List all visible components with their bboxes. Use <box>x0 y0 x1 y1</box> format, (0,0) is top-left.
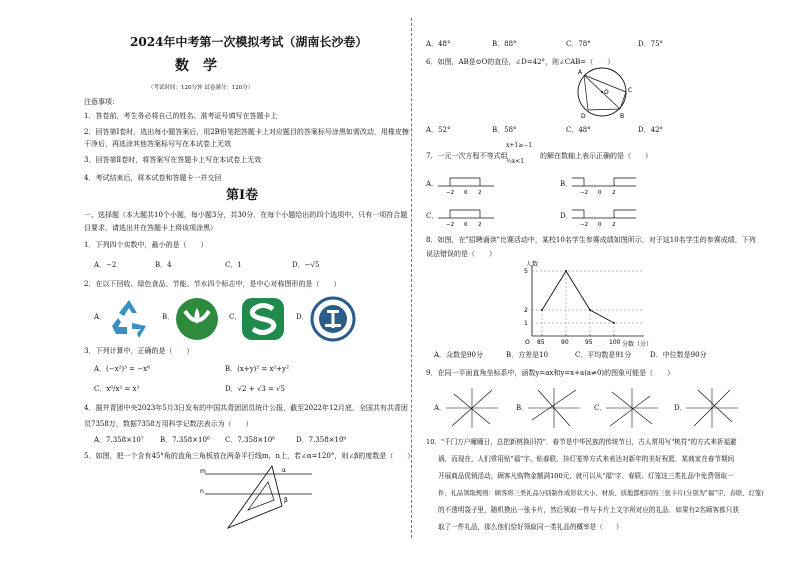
q8-option-d: D．中位数是90分 <box>650 351 707 359</box>
q5-stem: 5．如图，把一个含有45°角的直角三角板放在两条平行线m，n上，若∠α=120°，则∠β的度数是（ ） <box>84 452 415 460</box>
x-axis-label: 分数（分） <box>622 341 652 348</box>
q4-option-a: A．7.358×10⁷ <box>94 436 144 444</box>
series-line <box>542 271 614 323</box>
q7-option-d: D． <box>560 212 573 220</box>
q6-option-b: B．58° <box>492 126 517 134</box>
tick-label: −2 <box>446 190 455 196</box>
origin-label: O <box>525 339 530 346</box>
q9-option-c: C． <box>594 404 607 412</box>
q10-line: 祸，而现在，人们常用贴"福"字、贴春联、挂灯笼等方式来表达对新年的美好祝愿．某商家在春节期间 <box>438 455 735 463</box>
q7-numberline-b <box>570 172 640 196</box>
q4-stem: 4．据井青团中央2023年5月3日发布的中国共青团团员统计公报，截至2022年12月底，全国共有共青团 <box>84 404 408 412</box>
x-tick-label: 100 <box>609 339 621 346</box>
q6-option-c: C．48° <box>566 126 591 134</box>
notes-heading: 注意事项： <box>84 98 119 106</box>
q7-numberline-d <box>570 204 640 228</box>
q5-label-n: n <box>200 488 204 495</box>
q8-option-b: B．方差是10 <box>506 351 549 359</box>
subject-title: 数学 <box>175 58 231 74</box>
q6-label-c: C <box>628 87 633 94</box>
tick-label: 0 <box>464 190 468 196</box>
q8-option-a: A．众数是90分 <box>434 351 483 359</box>
q1-option-a: A．−2 <box>94 261 117 269</box>
q2-option-c: C． <box>229 313 242 321</box>
tick-label: 2 <box>478 222 482 228</box>
q6-label-o: O <box>604 89 609 96</box>
tick-label: 2 <box>478 190 482 196</box>
q6-option-d: D．42° <box>638 126 664 134</box>
note-item: 干净后，再选涂其他答案标号写在本试卷上无效 <box>84 140 231 148</box>
q5-option-a: A．48° <box>426 40 451 48</box>
q10-line: 件，礼品领取规则：顾客将三类礼品分别制作成形状大小、材质、质地都相同的三张卡片(分别为"福"字、春联、灯笼) <box>438 490 764 497</box>
q7-option-a: A． <box>426 180 439 188</box>
note-item: 4．考试结束后，将本试卷和答题卡一并交回 <box>84 174 222 182</box>
x-tick-label: 95 <box>585 339 593 346</box>
q7-option-c: C． <box>426 212 439 220</box>
y-tick-label: 5 <box>524 268 528 275</box>
q1-stem: 1．下列四个实数中，最小的是（ ） <box>84 241 208 249</box>
q6-figure <box>562 62 642 122</box>
note-item: 2．回答第Ⅰ卷时，选出每小题答案后，用2B铅笔把答题卡上对应题目的答案标号涂黑如需改动，用橡皮擦 <box>84 128 409 136</box>
tick-label: 2 <box>612 190 616 196</box>
q8-stem: 说法错误的是（ ） <box>426 250 496 258</box>
x-tick-label: 85 <box>537 339 545 346</box>
q4-option-c: C．7.358×10⁸ <box>225 436 275 444</box>
y-tick-label: 2 <box>524 307 528 314</box>
q5-option-c: C．78° <box>566 40 591 48</box>
q5-option-b: B．88° <box>492 40 517 48</box>
q9-graph-a <box>444 386 500 430</box>
q7-option-b: B． <box>560 180 573 188</box>
tick-label: 0 <box>598 190 602 196</box>
q2-option-b: B． <box>162 313 175 321</box>
q7-stem: 7．一元一次方程不等式组 <box>426 152 508 160</box>
q2-option-a: A． <box>94 313 107 321</box>
q9-graph-c <box>604 386 660 430</box>
q3-option-b: B．(x+y)² = x²+y² <box>225 365 289 373</box>
note-item: 1．答卷前，考生务必将自己的姓名、准考证号填写在答题卡上 <box>84 112 278 120</box>
section-intro: 一、选择题（本大题共10个小题，每小题3分，共30分．在每个小题给出的四个选项中，只有一项符合题 <box>84 211 408 219</box>
q3-stem: 3．下列计算中，正确的是（ ） <box>84 347 194 355</box>
q9-option-b: B． <box>516 404 529 412</box>
q6-label-a: A <box>578 69 583 76</box>
x-tick-label: 90 <box>561 339 569 346</box>
q1-option-b: B．4 <box>155 261 172 269</box>
tick-label: −2 <box>580 190 589 196</box>
energy-saving-logo <box>240 296 286 342</box>
q5-option-d: D．75° <box>638 40 664 48</box>
q3-option-d: D．√2 + √3 = √5 <box>225 385 285 393</box>
q1-option-d: D．−√5 <box>292 261 320 269</box>
q4-option-d: D．7.358×10⁹ <box>296 436 347 444</box>
q5-label-beta: β <box>284 497 288 504</box>
tick-label: −2 <box>446 222 455 228</box>
q10-line: 的不透明袋子里，随机摸出一张卡片，然后领取一件与卡片上文字所对应的礼品．如果有2名顾客都只获 <box>438 506 739 514</box>
q7-numberline-c <box>436 204 496 228</box>
green-food-logo <box>174 296 220 342</box>
water-saving-logo <box>310 296 356 342</box>
q8-stem: 8．如图，在"招聘诵读"比赛活动中，某校10名学生参赛成绩如图所示，对于这10名学生的参赛成绩，下列 <box>426 236 756 244</box>
right-column <box>412 0 794 562</box>
section-heading: 第Ⅰ卷 <box>226 188 259 203</box>
q6-label-b: B <box>620 113 625 120</box>
q2-stem: 2．在以下回收、绿色食品、节能、节水四个标志中，是中心对称图形的是（ ） <box>84 280 341 288</box>
q8-option-c: C．平均数是91分 <box>575 351 632 359</box>
q2-option-d: D． <box>296 313 309 321</box>
section-intro: 目要求，请选出并在答题卡上将该项涂黑） <box>84 224 217 232</box>
q10-line: 取了一件礼品，那么他们恰好领取同一类礼品的概率是（ ） <box>438 523 623 531</box>
q7-system-line: x+1≥−1 <box>506 142 533 149</box>
y-tick-label: 1 <box>524 320 528 327</box>
q5-figure <box>200 462 320 532</box>
tick-label: −2 <box>580 222 589 228</box>
q5-label-alpha: α <box>282 467 286 474</box>
tick-label: 0 <box>598 222 602 228</box>
y-axis-label: 人数 <box>526 261 539 268</box>
q9-graph-b <box>526 386 582 430</box>
q9-option-a: A． <box>434 404 447 412</box>
tick-label: 0 <box>464 222 468 228</box>
q8-line-chart <box>512 260 652 350</box>
q9-stem: 9．在同一平面直角坐标系中，函数y=ax和y=x+a(a≠0)的图象可能是（ ） <box>426 369 675 377</box>
note-item: 3．回答第Ⅱ卷时，将答案写在答题卡上写在本试卷上无效 <box>84 156 262 164</box>
tick-label: 2 <box>612 222 616 228</box>
q1-option-c: C．1 <box>225 261 242 269</box>
q6-label-d: D <box>581 113 586 120</box>
q6-option-a: A．52° <box>426 126 451 134</box>
q9-option-d: D． <box>674 404 687 412</box>
q7-numberline-a <box>436 172 496 196</box>
q10-line: 开展商品促销活动，顾客凡购物金额满100元，就可以从"福"字、春联、灯笼这三类礼品中免费领取一 <box>438 472 734 480</box>
exam-meta: （考试时间：120分钟 试卷满分：120分） <box>148 85 254 91</box>
q6-stem: 6．如图，AB是⊙O的直径，∠D=42°，则∠CAB=（ ） <box>426 58 615 66</box>
q3-option-a: A．(−x²)³ = −x⁶ <box>94 365 150 373</box>
q4-stem: 员7358万，数据7358万用科学记数法表示为（ ） <box>84 420 253 428</box>
recycle-logo <box>106 296 152 342</box>
q7-stem: 的解在数轴上表示正确的是（ ） <box>540 152 652 160</box>
q10-line: 10．"千门万户曈曈日，总把新桃换旧符"．春节是中华民族的传统节日，古人常用写"桃符"的方式来祈福避 <box>426 438 737 446</box>
q3-option-c: C．x⁶/x² = x³ <box>94 385 140 393</box>
q5-label-m: m <box>200 468 206 475</box>
q4-option-b: B．7.358×10⁶ <box>160 436 210 444</box>
q7-system-line: ½x<1 <box>506 158 525 165</box>
exam-title: 2024年中考第一次模拟考试（湖南长沙卷） <box>130 35 368 49</box>
q9-graph-d <box>684 386 740 430</box>
